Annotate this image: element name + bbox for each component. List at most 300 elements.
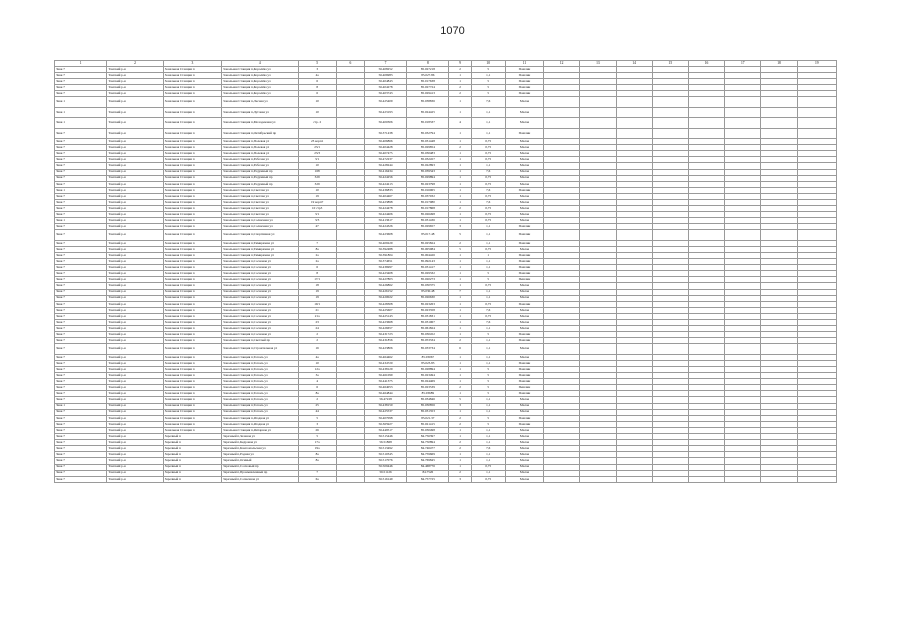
table-cell: Знак 7 bbox=[55, 240, 107, 246]
table-cell: Томский р-н bbox=[107, 385, 163, 391]
table-cell: Томский р-н bbox=[107, 338, 163, 344]
table-cell: Зональная Станция п bbox=[163, 338, 221, 344]
table-cell: Знак 7 bbox=[55, 246, 107, 252]
table-cell: Пошлин bbox=[505, 415, 543, 421]
table-cell: Знак 7 bbox=[55, 139, 107, 145]
column-number-cell: 16 bbox=[688, 61, 724, 67]
table-cell: 56.425537 bbox=[364, 409, 406, 415]
table-cell bbox=[725, 97, 761, 107]
table-cell: 1 bbox=[449, 283, 471, 289]
table-cell: Зональная Станция п,Коралёва ул bbox=[222, 79, 298, 85]
table-cell: 84.7526 bbox=[407, 470, 449, 476]
table-cell: 56.392488 bbox=[364, 246, 406, 252]
table-cell: Знак 7 bbox=[55, 320, 107, 326]
table-cell: Зональная Станция п,Тополь ул bbox=[222, 367, 298, 373]
table-cell: Зональная Станция п bbox=[163, 332, 221, 338]
table-cell: 4а bbox=[298, 354, 336, 360]
table-cell bbox=[580, 344, 616, 354]
table-cell: Томский р-н bbox=[107, 367, 163, 373]
table-cell bbox=[580, 118, 616, 128]
table-cell: Зональная Станция п,Рабочая ул bbox=[222, 157, 298, 163]
table-cell: 2 bbox=[449, 415, 471, 421]
table-cell: 85.017638 bbox=[407, 79, 449, 85]
table-cell: Томский р-н bbox=[107, 289, 163, 295]
column-number-cell: 14 bbox=[616, 61, 652, 67]
table-cell: Малая bbox=[505, 212, 543, 218]
table-cell: Зональная Станция п,Спортивная ул bbox=[222, 230, 298, 240]
table-cell: Зональная Станция п,Сосновая ул bbox=[222, 326, 298, 332]
table-cell bbox=[688, 97, 724, 107]
table-cell: 56.423608 bbox=[364, 230, 406, 240]
table-cell: 1 bbox=[449, 139, 471, 145]
table-cell: Знак 7 bbox=[55, 145, 107, 151]
table-cell: 1 bbox=[449, 452, 471, 458]
table-cell: 56.404428 bbox=[364, 145, 406, 151]
table-cell: 85.031448 bbox=[407, 139, 449, 145]
table-cell: Малая bbox=[505, 307, 543, 313]
table-cell: 5 bbox=[471, 271, 505, 277]
table-cell: 85.016065 bbox=[407, 187, 449, 193]
table-cell: Малая bbox=[505, 118, 543, 128]
table-cell: 3а bbox=[298, 373, 336, 379]
table-cell: Малая bbox=[505, 163, 543, 169]
table-cell bbox=[761, 230, 797, 240]
table-row bbox=[55, 97, 837, 107]
table-cell: Зональная Станция п bbox=[163, 415, 221, 421]
table-cell: 7,6 bbox=[471, 199, 505, 205]
table-cell: 21 bbox=[298, 307, 336, 313]
table-cell: 1,1 bbox=[471, 338, 505, 344]
table-cell: 56.406866 bbox=[364, 139, 406, 145]
table-cell: Малая bbox=[505, 452, 543, 458]
table-cell bbox=[616, 230, 652, 240]
table-cell bbox=[688, 107, 724, 117]
table-cell bbox=[761, 118, 797, 128]
table-cell: 56.464844 bbox=[364, 391, 406, 397]
table-cell: Томский р-н bbox=[107, 212, 163, 218]
table-cell bbox=[544, 97, 580, 107]
table-cell: 85.037032 bbox=[407, 193, 449, 199]
table-cell: Зональная Станция п,Светлая ул bbox=[222, 206, 298, 212]
table-cell: 1 bbox=[449, 391, 471, 397]
table-cell: Томский р-н bbox=[107, 464, 163, 470]
table-cell: 85.030.48 bbox=[407, 289, 449, 295]
table-cell: Зональная Станция п bbox=[163, 85, 221, 91]
table-cell: 85.029854 bbox=[407, 145, 449, 151]
table-cell bbox=[580, 230, 616, 240]
table-cell: Знак 7 bbox=[55, 415, 107, 421]
table-cell: 1 bbox=[449, 151, 471, 157]
table-cell: Зональная Станция п,Полевая ул bbox=[222, 145, 298, 151]
table-cell: Томский р-н bbox=[107, 163, 163, 169]
table-cell: 1 bbox=[449, 253, 471, 259]
table-cell: 84.746477 bbox=[407, 446, 449, 452]
table-cell: Зональная Станция п,Сосновая ул bbox=[222, 307, 298, 313]
table-cell: 56.416434 bbox=[364, 169, 406, 175]
table-cell: Малая bbox=[505, 397, 543, 403]
table-cell: 23/1 bbox=[298, 145, 336, 151]
table-cell: Знак 7 bbox=[55, 67, 107, 73]
table-cell: Знак 7 bbox=[55, 464, 107, 470]
table-cell: 1 bbox=[449, 427, 471, 433]
table-cell: Пошлин bbox=[505, 128, 543, 138]
table-cell: Малая bbox=[505, 427, 543, 433]
table-cell: Пошлин bbox=[505, 67, 543, 73]
table-cell: Зональная Станция п,Сосновая ул bbox=[222, 271, 298, 277]
table-cell: 26 bbox=[298, 427, 336, 433]
table-cell: Пошлин bbox=[505, 73, 543, 79]
table-cell: 56.431723 bbox=[364, 332, 406, 338]
table-cell bbox=[652, 118, 688, 128]
table-cell: 5 bbox=[471, 379, 505, 385]
spreadsheet-table bbox=[54, 60, 837, 483]
table-cell: 56.404843 bbox=[364, 79, 406, 85]
table-cell: Томский р-н bbox=[107, 91, 163, 97]
table-cell: 1,1 bbox=[471, 118, 505, 128]
table-cell: 1 bbox=[449, 301, 471, 307]
table-cell: Малая bbox=[505, 206, 543, 212]
table-cell: Малая bbox=[505, 218, 543, 224]
column-number-cell: 8 bbox=[407, 61, 449, 67]
table-cell bbox=[725, 128, 761, 138]
table-cell: Знак 1 bbox=[55, 107, 107, 117]
table-cell: Заречный п bbox=[163, 434, 221, 440]
table-cell: Зональная Станция п bbox=[163, 301, 221, 307]
table-cell: Томский р-н bbox=[107, 320, 163, 326]
table-cell: Знак 7 bbox=[55, 73, 107, 79]
table-cell: 1 bbox=[449, 199, 471, 205]
table-cell: 56.423408 bbox=[364, 271, 406, 277]
table-cell: Зональная Станция п,Сосновая ул bbox=[222, 320, 298, 326]
table-cell: 19 bbox=[298, 193, 336, 199]
table-cell bbox=[688, 118, 724, 128]
table-cell: 1,1 bbox=[471, 470, 505, 476]
table-cell: 56.420022 bbox=[364, 295, 406, 301]
table-cell bbox=[580, 128, 616, 138]
table-cell: Зональная Станция п bbox=[163, 118, 221, 128]
table-cell: Малая bbox=[505, 157, 543, 163]
table-cell: Знак 7 bbox=[55, 307, 107, 313]
table-cell: 1 bbox=[449, 271, 471, 277]
table-cell bbox=[652, 344, 688, 354]
table-cell: 1 bbox=[449, 458, 471, 464]
table-cell: Пошлин bbox=[505, 240, 543, 246]
table-cell: Знак 1 bbox=[55, 187, 107, 193]
table-row bbox=[55, 344, 837, 354]
table-cell: Томский р-н bbox=[107, 421, 163, 427]
table-cell: 3 bbox=[298, 421, 336, 427]
table-cell: 2 bbox=[298, 338, 336, 344]
table-cell: 1,1 bbox=[471, 440, 505, 446]
table-cell: 2 bbox=[449, 85, 471, 91]
table-cell bbox=[652, 97, 688, 107]
table-cell: Зональная Станция п,Полевая ул bbox=[222, 139, 298, 145]
table-cell: стр. 2 bbox=[298, 118, 336, 128]
table-cell: Томский р-н bbox=[107, 259, 163, 265]
table-cell: 56.424213 bbox=[364, 181, 406, 187]
table-cell: 5 bbox=[471, 391, 505, 397]
table-cell: 56.464053 bbox=[364, 385, 406, 391]
table-cell: Зональная Станция п,Молодежная ул bbox=[222, 118, 298, 128]
table-cell: 84.750894 bbox=[407, 440, 449, 446]
table-cell: Знак 7 bbox=[55, 385, 107, 391]
table-cell: Заречный п bbox=[163, 440, 221, 446]
table-cell: 2 bbox=[449, 446, 471, 452]
table-cell: Знак 7 bbox=[55, 421, 107, 427]
table-cell: 0,75 bbox=[471, 175, 505, 181]
table-cell: 6 bbox=[298, 265, 336, 271]
table-cell: Томский р-н bbox=[107, 206, 163, 212]
table-cell: 56.472237 bbox=[364, 157, 406, 163]
table-cell bbox=[544, 476, 580, 482]
table-cell: 56.407098 bbox=[364, 415, 406, 421]
table-cell: 2 bbox=[449, 470, 471, 476]
table-cell: Малая bbox=[505, 458, 543, 464]
table-cell bbox=[336, 107, 364, 117]
table-cell: 85.023358 bbox=[407, 307, 449, 313]
table-cell: Томский р-н bbox=[107, 295, 163, 301]
table-cell: Томский р-н bbox=[107, 440, 163, 446]
table-cell: Томский р-н bbox=[107, 446, 163, 452]
table-cell: 85.029894 bbox=[407, 175, 449, 181]
table-cell: 0,75 bbox=[471, 206, 505, 212]
column-number-cell: 4 bbox=[222, 61, 298, 67]
table-cell: Зональная Станция п,Тополь ул bbox=[222, 403, 298, 409]
table-cell: Заречный п bbox=[163, 458, 221, 464]
table-cell: Заречный п,Зеленая ул bbox=[222, 434, 298, 440]
table-cell: Пошлин bbox=[505, 379, 543, 385]
table-cell: Зональная Станция п,Солнечная ул bbox=[222, 224, 298, 230]
table-cell: 56.400306 bbox=[364, 118, 406, 128]
table-cell: 85.023494 bbox=[407, 373, 449, 379]
table-cell: Малая bbox=[505, 169, 543, 175]
table-cell: Зональная Станция п,Сосновая ул bbox=[222, 313, 298, 319]
table-cell bbox=[544, 230, 580, 240]
table-cell: 56.426657 bbox=[364, 326, 406, 332]
table-cell: 56.423668 bbox=[364, 320, 406, 326]
table-cell: Томский р-н bbox=[107, 354, 163, 360]
table-cell: Зональная Станция п bbox=[163, 163, 221, 169]
table-cell: Зональная Станция п,Тополь ул bbox=[222, 397, 298, 403]
table-cell: 85.034846 bbox=[407, 397, 449, 403]
table-cell: Зональная Станция п,Тополь ул bbox=[222, 354, 298, 360]
table-cell: Зональная Станция п,Тимирязева ул bbox=[222, 246, 298, 252]
table-cell: 85.030483 bbox=[407, 151, 449, 157]
table-cell: Зональная Станция п,Сосновая ул bbox=[222, 259, 298, 265]
table-cell: Томский р-н bbox=[107, 128, 163, 138]
table-cell: 1 bbox=[449, 79, 471, 85]
table-cell: 0,75 bbox=[471, 145, 505, 151]
table-cell: Зональная Станция п bbox=[163, 79, 221, 85]
table-cell bbox=[761, 476, 797, 482]
table-cell: 24 bbox=[298, 326, 336, 332]
table-cell: 85.031417 bbox=[407, 265, 449, 271]
table-cell: Заречный п bbox=[163, 464, 221, 470]
table-cell: Томский р-н bbox=[107, 307, 163, 313]
table-cell: Томский р-н bbox=[107, 403, 163, 409]
table-cell: 56.510345 bbox=[364, 452, 406, 458]
table-cell: Знак 7 bbox=[55, 409, 107, 415]
table-cell: 1 bbox=[449, 277, 471, 283]
column-number-cell: 18 bbox=[761, 61, 797, 67]
table-cell: 10 стр3 bbox=[298, 206, 336, 212]
table-cell: Знак 7 bbox=[55, 265, 107, 271]
table-cell: 56.438150 bbox=[364, 403, 406, 409]
table-cell: Зональная Станция п bbox=[163, 259, 221, 265]
table-cell: Малая bbox=[505, 409, 543, 415]
table-cell: 56.426152 bbox=[364, 289, 406, 295]
table-cell: Зональная Станция п bbox=[163, 169, 221, 175]
table-cell: Зональная Станция п,Ягодная ул bbox=[222, 415, 298, 421]
table-cell: 56.441375 bbox=[364, 379, 406, 385]
table-cell: Знак 7 bbox=[55, 326, 107, 332]
table-cell: Томский р-н bbox=[107, 157, 163, 163]
table-cell bbox=[797, 97, 836, 107]
table-cell: Зональная Станция п bbox=[163, 224, 221, 230]
table-cell: Зональная Станция п bbox=[163, 295, 221, 301]
table-cell bbox=[725, 344, 761, 354]
table-cell: 85.053334 bbox=[407, 338, 449, 344]
table-cell: 85.03067 bbox=[407, 354, 449, 360]
table-cell: 0,75 bbox=[471, 283, 505, 289]
table-cell: 7,6 bbox=[471, 320, 505, 326]
table-cell: Знак 7 bbox=[55, 452, 107, 458]
table-cell: 56.407475 bbox=[364, 151, 406, 157]
table-cell: Знак 1 bbox=[55, 97, 107, 107]
table-cell: 3 bbox=[449, 403, 471, 409]
table-cell: Зональная Станция п,Радужный пр bbox=[222, 181, 298, 187]
table-cell: Томский р-н bbox=[107, 145, 163, 151]
table-cell: 1 bbox=[449, 212, 471, 218]
table-cell: Знак 1 bbox=[55, 403, 107, 409]
table-cell: Заречный п bbox=[163, 476, 221, 482]
table-cell: 56.423898 bbox=[364, 199, 406, 205]
table-cell: 84.468776 bbox=[407, 464, 449, 470]
table-cell: 85.039343 bbox=[407, 169, 449, 175]
table-cell bbox=[761, 344, 797, 354]
table-cell: 1 bbox=[471, 253, 505, 259]
table-cell: Малая bbox=[505, 354, 543, 360]
table-cell: Зональная Станция п bbox=[163, 107, 221, 117]
table-cell: Томский р-н bbox=[107, 230, 163, 240]
table-cell: 5 bbox=[471, 67, 505, 73]
table-cell: Зональная Станция п bbox=[163, 320, 221, 326]
table-cell: Пошлин bbox=[505, 187, 543, 193]
table-cell bbox=[580, 97, 616, 107]
table-cell: 5 bbox=[471, 277, 505, 283]
table-cell: 85.026630 bbox=[407, 295, 449, 301]
table-cell: 5 bbox=[471, 367, 505, 373]
table-cell: Зональная Станция п bbox=[163, 289, 221, 295]
table-cell: Зональная Станция п bbox=[163, 385, 221, 391]
table-cell: 1 bbox=[449, 379, 471, 385]
table-cell: Малая bbox=[505, 97, 543, 107]
table-cell: Зональная Станция п bbox=[163, 271, 221, 277]
table-cell: Знак 7 bbox=[55, 271, 107, 277]
table-cell: 2 bbox=[449, 240, 471, 246]
table-cell: Знак 7 bbox=[55, 446, 107, 452]
table-cell: Знак 7 bbox=[55, 289, 107, 295]
table-cell: Зональная Станция п,Тимирязева ул bbox=[222, 240, 298, 246]
table-cell: Зональная Станция п,Коралёва ул bbox=[222, 67, 298, 73]
table-cell: 16 bbox=[298, 344, 336, 354]
table-cell: 56.404278 bbox=[364, 85, 406, 91]
table-cell: 85.024469 bbox=[407, 379, 449, 385]
table-cell: Знак 7 bbox=[55, 259, 107, 265]
table-cell bbox=[336, 128, 364, 138]
table-cell: Томский р-н bbox=[107, 397, 163, 403]
table-cell: 56.428308 bbox=[364, 301, 406, 307]
table-cell: Томский р-н bbox=[107, 169, 163, 175]
table-cell: 3/1 bbox=[298, 212, 336, 218]
table-cell: Малая bbox=[505, 434, 543, 440]
table-cell: Пошлин bbox=[505, 91, 543, 97]
table-cell: Томский р-н bbox=[107, 73, 163, 79]
table-cell: Пошлин bbox=[505, 301, 543, 307]
table-cell: Пошлин bbox=[505, 332, 543, 338]
table-cell: 85.031436 bbox=[407, 218, 449, 224]
table-cell: 56.425409 bbox=[364, 97, 406, 107]
table-cell: 6 bbox=[298, 91, 336, 97]
table-cell: 10 bbox=[298, 107, 336, 117]
table-cell: 56.423193 bbox=[364, 107, 406, 117]
table-cell: Зональная Станция п,Светлый пр bbox=[222, 338, 298, 344]
table-cell: 2 bbox=[449, 385, 471, 391]
table-cell: 5 bbox=[471, 91, 505, 97]
table-cell: 85.021.37 bbox=[407, 415, 449, 421]
table-cell: 56.424478 bbox=[364, 206, 406, 212]
table-cell: Зональная Станция п bbox=[163, 403, 221, 409]
table-cell: 56.51868 bbox=[364, 440, 406, 446]
table-cell: 56.516149 bbox=[364, 476, 406, 482]
table-cell: 5 bbox=[449, 230, 471, 240]
table-cell: 85.029332 bbox=[407, 271, 449, 277]
table-cell: 10 bbox=[298, 97, 336, 107]
table-cell: 0,75 bbox=[471, 464, 505, 470]
table-cell bbox=[580, 107, 616, 117]
table-cell: 0,75 bbox=[471, 157, 505, 163]
table-cell: Зональная Станция п bbox=[163, 199, 221, 205]
table-cell: 56.449517 bbox=[364, 427, 406, 433]
table-cell: Малая bbox=[505, 326, 543, 332]
table-cell: 1 bbox=[449, 73, 471, 79]
table-cell: 1 bbox=[449, 193, 471, 199]
column-number-cell: 1 bbox=[55, 61, 107, 67]
table-cell: 0,75 bbox=[471, 181, 505, 187]
table-cell: Знак 7 bbox=[55, 470, 107, 476]
table-cell: 56.409229 bbox=[364, 240, 406, 246]
table-cell: 8а bbox=[298, 391, 336, 397]
table-cell: 3 bbox=[449, 224, 471, 230]
table-cell: Пошлин bbox=[505, 253, 543, 259]
table-cell: 23 bbox=[298, 320, 336, 326]
table-cell: 5 bbox=[449, 397, 471, 403]
table-cell: 1 bbox=[449, 157, 471, 163]
table-cell: 85.03689 bbox=[407, 391, 449, 397]
table-cell: 56.428244 bbox=[364, 163, 406, 169]
table-cell: Томский р-н bbox=[107, 409, 163, 415]
table-cell: Зональная Станция п,Коралёва ул bbox=[222, 91, 298, 97]
table-cell: 1 bbox=[449, 332, 471, 338]
table-cell: 10 bbox=[298, 360, 336, 366]
table-cell: Томский р-н bbox=[107, 118, 163, 128]
table-cell bbox=[616, 344, 652, 354]
table-cell: 84.769845 bbox=[407, 458, 449, 464]
table-cell: Томский р-н bbox=[107, 187, 163, 193]
table-cell: Зональная Станция п,Лесная ул bbox=[222, 97, 298, 107]
table-cell: Малая bbox=[505, 246, 543, 252]
table-cell: 0,75 bbox=[471, 301, 505, 307]
